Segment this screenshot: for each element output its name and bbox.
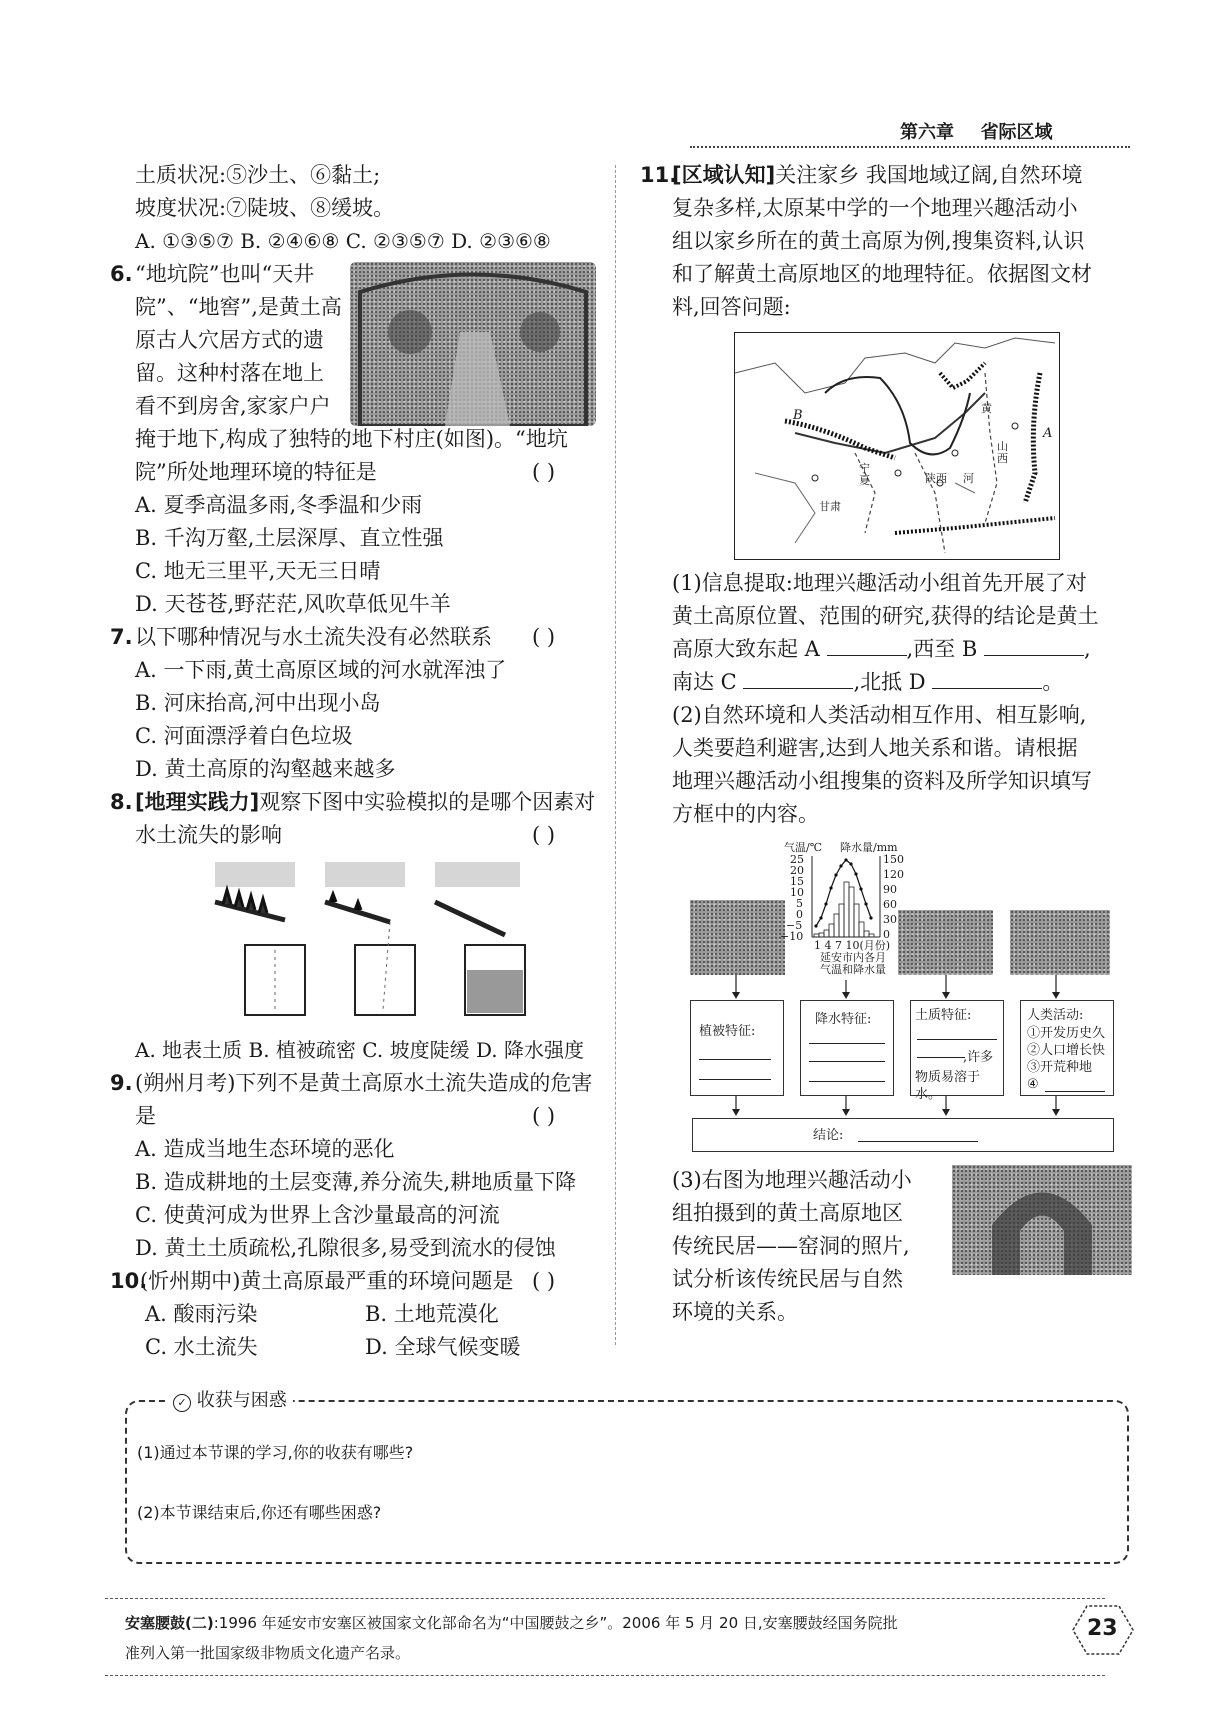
experiment-2 (325, 862, 415, 1015)
harvest-title: 收获与困惑 (196, 1390, 287, 1411)
chart-right-tick-2: 120 (883, 868, 904, 881)
chart-left-tick-2: 20 (790, 864, 804, 877)
q11-p1-line-2: 黄土高原位置、范围的研究,获得的结论是黄土 (672, 604, 1099, 628)
chart-right-tick-6: 0 (883, 928, 890, 941)
soil-blank-1[interactable] (917, 1039, 997, 1040)
vegetation-blank-1[interactable] (699, 1059, 771, 1060)
q11-p3-line-1: (3)右图为地理兴趣活动小 (672, 1168, 912, 1192)
q6-line-5: 看不到房舍,家家户户 (135, 394, 331, 418)
q11-p3-line-2: 组拍摄到的黄土高原地区 (672, 1201, 903, 1225)
q6-option-b: B. 千沟万壑,土层深厚、直立性强 (135, 526, 444, 550)
chart-right-tick-5: 30 (883, 913, 897, 926)
q9-number: 9. (110, 1071, 133, 1095)
q11-p3-line-3: 传统民居——窑洞的照片, (672, 1234, 910, 1258)
west-label: ,西至 B (906, 637, 978, 661)
dikengyuan-photo (350, 262, 596, 426)
column-divider (615, 165, 616, 1345)
q11-p2-line-4: 方框中的内容。 (672, 802, 819, 826)
chart-left-tick-8: −10 (780, 930, 804, 943)
q10-number: 10. (110, 1269, 148, 1293)
q7-answer-paren: ( ) (532, 625, 556, 649)
map-label-a: A (1043, 426, 1053, 441)
chart-left-tick-6: 0 (796, 908, 803, 921)
q11-intro-line-4: 和了解黄土高原地区的地理特征。依据图文材 (672, 262, 1092, 286)
page-number-badge (1065, 1600, 1137, 1660)
human-item-2: ②人口增长快 (1027, 1043, 1106, 1058)
soil-photo (898, 910, 993, 975)
q11-intro-line-3: 组以家乡所在的黄土高原为例,搜集资料,认识 (672, 229, 1085, 253)
q9-answer-paren: ( ) (532, 1104, 556, 1128)
chart-caption-1: 延安市内各月 (820, 951, 886, 964)
q9-option-b: B. 造成耕地的土层变薄,养分流失,耕地质量下降 (135, 1170, 577, 1194)
q11-p1-line-3: 高原大致东起 A ,西至 B , (672, 637, 1091, 661)
precipitation-blank-2[interactable] (809, 1061, 885, 1062)
q9-stem-line-2: 是 (135, 1104, 156, 1128)
chart-right-tick-3: 90 (883, 883, 897, 896)
chart-left-tick-4: 10 (790, 886, 804, 899)
q6-line-7: 院”所处地理环境的特征是 (135, 460, 377, 484)
map-label-he: 河 (963, 472, 974, 485)
q10-option-c: C. 水土流失 (145, 1335, 258, 1359)
chart-left-tick-1: 25 (790, 853, 804, 866)
north-blank[interactable] (932, 670, 1042, 689)
q8-stem-line-1 (135, 787, 595, 817)
precipitation-blank-1[interactable] (809, 1043, 885, 1044)
q9-stem-line-1: (朔州月考)下列不是黄土高原水土流失造成的危害 (135, 1071, 593, 1095)
q7-option-c: C. 河面漂浮着白色垃圾 (135, 724, 353, 748)
q7-option-a: A. 一下雨,黄土高原区域的河水就浑浊了 (135, 658, 507, 682)
q10-option-b: B. 土地荒漠化 (365, 1302, 499, 1326)
footer-note-label: 安塞腰鼓(二) (125, 1614, 214, 1632)
conclusion-blank[interactable] (858, 1141, 978, 1142)
q11-p3-line-5: 环境的关系。 (672, 1300, 798, 1324)
chart-left-tick-5: 5 (796, 897, 803, 910)
q10-stem: (忻州期中)黄土高原最严重的环境问题是 (140, 1269, 514, 1293)
q11-p1-line-1: (1)信息提取:地理兴趣活动小组首先开展了对 (672, 571, 1087, 595)
q11-intro-line-5: 料,回答问题: (672, 295, 791, 319)
q7-option-b: B. 河床抬高,河中出现小岛 (135, 691, 381, 715)
q6-line-3: 原古人穴居方式的遗 (135, 328, 324, 352)
q11-number: 11. (640, 163, 678, 187)
human-item-3: ③开荒种地 (1027, 1060, 1093, 1075)
human-activity-box (1020, 1000, 1114, 1096)
q6-option-a: A. 夏季高温多雨,冬季温和少雨 (135, 493, 423, 517)
q6-line-4: 留。这种村落在地上 (135, 361, 324, 385)
chart-x-label: 1 4 7 10(月份) (814, 939, 891, 952)
lightbulb-icon: ✓ (173, 1394, 191, 1412)
q6-option-d: D. 天苍苍,野茫茫,风吹草低见牛羊 (135, 592, 451, 616)
precipitation-label: 降水特征: (815, 1012, 872, 1027)
page-number: 23 (1087, 1616, 1118, 1641)
q8-text-1: 观察下图中实验模拟的是哪个因素对 (259, 790, 596, 814)
harvest-box (125, 1390, 1129, 1564)
soil-note-1: ,许多 (963, 1050, 994, 1065)
q8-answer-paren: ( ) (532, 823, 556, 847)
q8-stem-line-2: 水土流失的影响 (135, 823, 282, 847)
footer-note-line-1 (125, 1612, 898, 1633)
q8-tag: [地理实践力] (135, 790, 260, 814)
q10-option-a: A. 酸雨污染 (145, 1302, 258, 1326)
q5-soil-line: 土质状况:⑤沙土、⑥黏土; (135, 163, 381, 187)
human-item-4-blank[interactable] (1045, 1091, 1105, 1092)
harvest-q1: (1)通过本节课的学习,你的收获有哪些? (137, 1443, 414, 1462)
q7-number: 7. (110, 625, 133, 649)
west-blank[interactable] (984, 637, 1084, 656)
soil-note-2: 物质易溶于水。 (915, 1070, 981, 1102)
q11-intro-line-1 (672, 160, 1083, 190)
chart-temp-label: 气温/℃ (784, 841, 823, 854)
vegetation-photo (690, 900, 785, 975)
q11-p1-line-4 (672, 667, 1063, 697)
chart-caption-2: 气温和降水量 (820, 963, 886, 976)
chart-right-tick-1: 150 (883, 853, 904, 866)
q9-option-c: C. 使黄河成为世界上含沙量最高的河流 (135, 1203, 500, 1227)
soil-label: 土质特征: (915, 1008, 972, 1023)
footer-rule-bottom (105, 1675, 1105, 1676)
chart-left-tick-7: −5 (786, 919, 803, 932)
q10-option-d: D. 全球气候变暖 (365, 1335, 521, 1359)
map-label-ningxia: 宁夏 (859, 462, 870, 487)
q7-option-d: D. 黄土高原的沟壑越来越多 (135, 757, 396, 781)
map-label-gansu: 甘肃 (819, 500, 841, 513)
q11-p2-line-3: 地理兴趣活动小组搜集的资料及所学知识填写 (672, 769, 1092, 793)
q11-intro-text-1: 关注家乡 我国地域辽阔,自然环境 (775, 163, 1083, 187)
header-rule (690, 146, 1130, 148)
q11-p2-line-2: 人类要趋利避害,达到人地关系和谐。请根据 (672, 736, 1078, 760)
q11-tag: [区域认知] (672, 163, 776, 187)
q5-slope-line: 坡度状况:⑦陡坡、⑧缓坡。 (135, 196, 395, 220)
chapter-title: 省际区域 (980, 122, 1053, 143)
q7-stem: 以下哪种情况与水土流失没有必然联系 (135, 625, 492, 649)
p1-end: 。 (1042, 670, 1064, 694)
q11-p2-line-1: (2)自然环境和人类活动相互作用、相互影响, (672, 703, 1087, 727)
chart-right-tick-4: 60 (883, 898, 897, 911)
precipitation-box (800, 1000, 894, 1096)
chapter-number: 第六章 (900, 122, 954, 143)
vegetation-label: 植被特征: (699, 1024, 756, 1039)
q10-answer-paren: ( ) (532, 1269, 556, 1293)
experiment-3 (435, 862, 525, 1015)
human-item-4: ④ (1027, 1077, 1039, 1092)
footer-note-text-1: :1996 年延安市安塞区被国家文化部命名为“中国腰鼓之乡”。2006 年 5 月 20 日,安塞腰鼓经国务院批 (213, 1614, 898, 1632)
map-label-b: B (793, 408, 803, 423)
map-label-shanxi: 山西 (997, 440, 1008, 465)
harvest-heading (167, 1389, 293, 1413)
q9-option-a: A. 造成当地生态环境的恶化 (135, 1137, 395, 1161)
chart-left-tick-3: 15 (790, 875, 804, 888)
footer-rule-top (105, 1598, 1105, 1599)
q8-experiment-figure (205, 860, 565, 1025)
chart-precip-label: 降水量/mm (840, 841, 898, 854)
map-label-huang: 黄 (981, 402, 992, 415)
human-activity-label: 人类活动: (1027, 1008, 1084, 1023)
q6-answer-paren: ( ) (532, 460, 556, 484)
q6-line-6: 掩于地下,构成了独特的地下村庄(如图)。“地坑 (135, 427, 568, 451)
q6-line-2: 院”、“地窖”,是黄土高 (135, 295, 342, 319)
conclusion-box (692, 1118, 1114, 1152)
q8-number: 8. (110, 790, 133, 814)
precipitation-blank-3[interactable] (809, 1081, 885, 1082)
q9-option-d: D. 黄土土质疏松,孔隙很多,易受到流水的侵蚀 (135, 1236, 556, 1260)
chapter-header (900, 118, 1053, 144)
loess-plateau-map (734, 332, 1060, 560)
east-label: 高原大致东起 A (672, 637, 820, 661)
footer-note-line-2: 准列入第一批国家级非物质文化遗产名录。 (125, 1644, 411, 1662)
map-label-shaanxi: 陕西 (925, 472, 947, 485)
human-item-1: ①开发历史久 (1027, 1026, 1106, 1041)
soil-box (910, 1000, 1004, 1102)
q11-p3-line-4: 试分析该传统民居与自然 (672, 1267, 903, 1291)
experiment-1 (215, 862, 305, 1015)
south-blank[interactable] (743, 670, 853, 689)
conclusion-label: 结论: (813, 1128, 844, 1143)
cave-dwelling-photo (952, 1165, 1132, 1275)
q6-option-c: C. 地无三里平,天无三日晴 (135, 559, 381, 583)
q8-options: A. 地表土质 B. 植被疏密 C. 坡度陡缓 D. 降水强度 (135, 1038, 584, 1062)
vegetation-box (690, 1000, 784, 1096)
south-label: 南达 C (672, 670, 737, 694)
q5-options: A. ①③⑤⑦ B. ②④⑥⑧ C. ②③⑤⑦ D. ②③⑥⑧ (135, 229, 551, 253)
human-activity-photo (1010, 910, 1110, 975)
north-label: ,北抵 D (853, 670, 926, 694)
q11-intro-line-2: 复杂多样,太原某中学的一个地理兴趣活动小 (672, 196, 1078, 220)
q6-line-1: “地坑院”也叫“天井 (135, 262, 315, 286)
soil-blank-2[interactable] (917, 1057, 965, 1058)
vegetation-blank-2[interactable] (699, 1079, 771, 1080)
q6-number: 6. (110, 262, 133, 286)
harvest-q2: (2)本节课结束后,你还有哪些困惑? (137, 1503, 382, 1522)
east-blank[interactable] (827, 637, 907, 656)
